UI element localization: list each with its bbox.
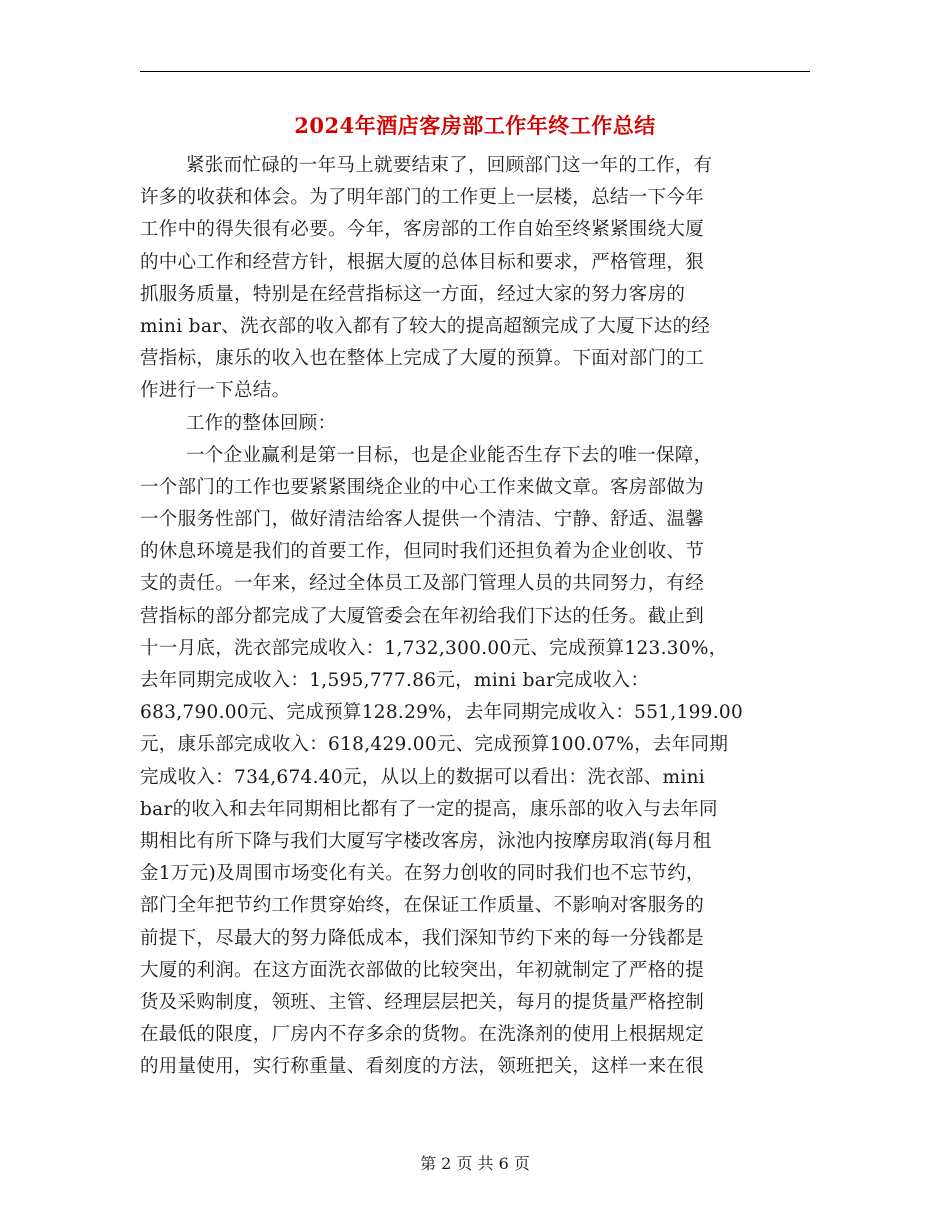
paragraph-line: 的中心工作和经营方针，根据大厦的总体目标和要求，严格管理，狠 xyxy=(140,251,705,273)
document-body xyxy=(140,150,810,1083)
paragraph-line: mini bar、洗衣部的收入都有了较大的提高超额完成了大厦下达的经 xyxy=(140,315,711,337)
paragraph-line: 元，康乐部完成收入：618,429.00元、完成预算100.07%，去年同期 xyxy=(140,734,729,756)
paragraph-line: 营指标的部分都完成了大厦管委会在年初给我们下达的任务。截止到 xyxy=(140,605,705,627)
paragraph-line: 十一月底，洗衣部完成收入：1,732,300.00元、完成预算123.30%， xyxy=(140,637,728,659)
paragraph-line: 一个部门的工作也要紧紧围绕企业的中心工作来做文章。客房部做为 xyxy=(140,476,705,498)
paragraph-line: 大厦的利润。在这方面洗衣部做的比较突出，年初就制定了严格的提 xyxy=(140,959,705,981)
paragraph-line: 紧张而忙碌的一年马上就要结束了，回顾部门这一年的工作，有 xyxy=(186,155,713,176)
header-rule xyxy=(140,71,810,72)
paragraph-line: 去年同期完成收入：1,595,777.86元，mini bar完成收入： xyxy=(140,670,650,691)
paragraph-line: 683,790.00元、完成预算128.29%，去年同期完成收入：551,199.00 xyxy=(140,702,744,724)
page-number: 第 2 页 共 6 页 xyxy=(420,1154,530,1173)
paragraph-line: 期相比有所下降与我们大厦写字楼改客房，泳池内按摩房取消(每月租 xyxy=(140,830,712,852)
paragraph-line: 的用量使用，实行称重量、看刻度的方法，领班把关，这样一来在很 xyxy=(140,1056,705,1078)
paragraph-line: 前提下，尽最大的努力降低成本，我们深知节约下来的每一分钱都是 xyxy=(140,927,705,949)
paragraph-line: 支的责任。一年来，经过全体员工及部门管理人员的共同努力，有经 xyxy=(140,573,705,595)
paragraph-line: 作进行一下总结。 xyxy=(140,380,291,402)
paragraph-line: 的休息环境是我们的首要工作，但同时我们还担负着为企业创收、节 xyxy=(140,541,705,563)
paragraph-line: 抓服务质量，特别是在经营指标这一方面，经过大家的努力客房的 xyxy=(140,283,686,305)
paragraph-line: 完成收入：734,674.40元，从以上的数据可以看出：洗衣部、mini xyxy=(140,766,706,788)
paragraph-line: 一个企业赢利是第一目标，也是企业能否生存下去的唯一保障， xyxy=(186,444,713,466)
document-title: 2024年酒店客房部工作年终工作总结 xyxy=(294,113,656,138)
paragraph-line: bar的收入和去年同期相比都有了一定的提高，康乐部的收入与去年同 xyxy=(140,798,718,820)
paragraph-line: 部门全年把节约工作贯穿始终，在保证工作质量、不影响对客服务的 xyxy=(140,895,705,917)
section-heading: 工作的整体回顾： xyxy=(186,412,337,434)
paragraph-line: 货及采购制度，领班、主管、经理层层把关，每月的提货量严格控制 xyxy=(140,991,705,1013)
paragraph-line: 工作中的得失很有必要。今年，客房部的工作自始至终紧紧围绕大厦 xyxy=(140,219,705,241)
paragraph-line: 金1万元)及周围市场变化有关。在努力创收的同时我们也不忘节约， xyxy=(140,863,705,885)
paragraph-line: 营指标，康乐的收入也在整体上完成了大厦的预算。下面对部门的工 xyxy=(140,348,705,370)
paragraph-line: 一个服务性部门，做好清洁给客人提供一个清洁、宁静、舒适、温馨 xyxy=(140,509,705,531)
paragraph-line: 在最低的限度，厂房内不存多余的货物。在洗涤剂的使用上根据规定 xyxy=(140,1024,705,1046)
paragraph-line: 许多的收获和体会。为了明年部门的工作更上一层楼，总结一下今年 xyxy=(140,187,705,209)
